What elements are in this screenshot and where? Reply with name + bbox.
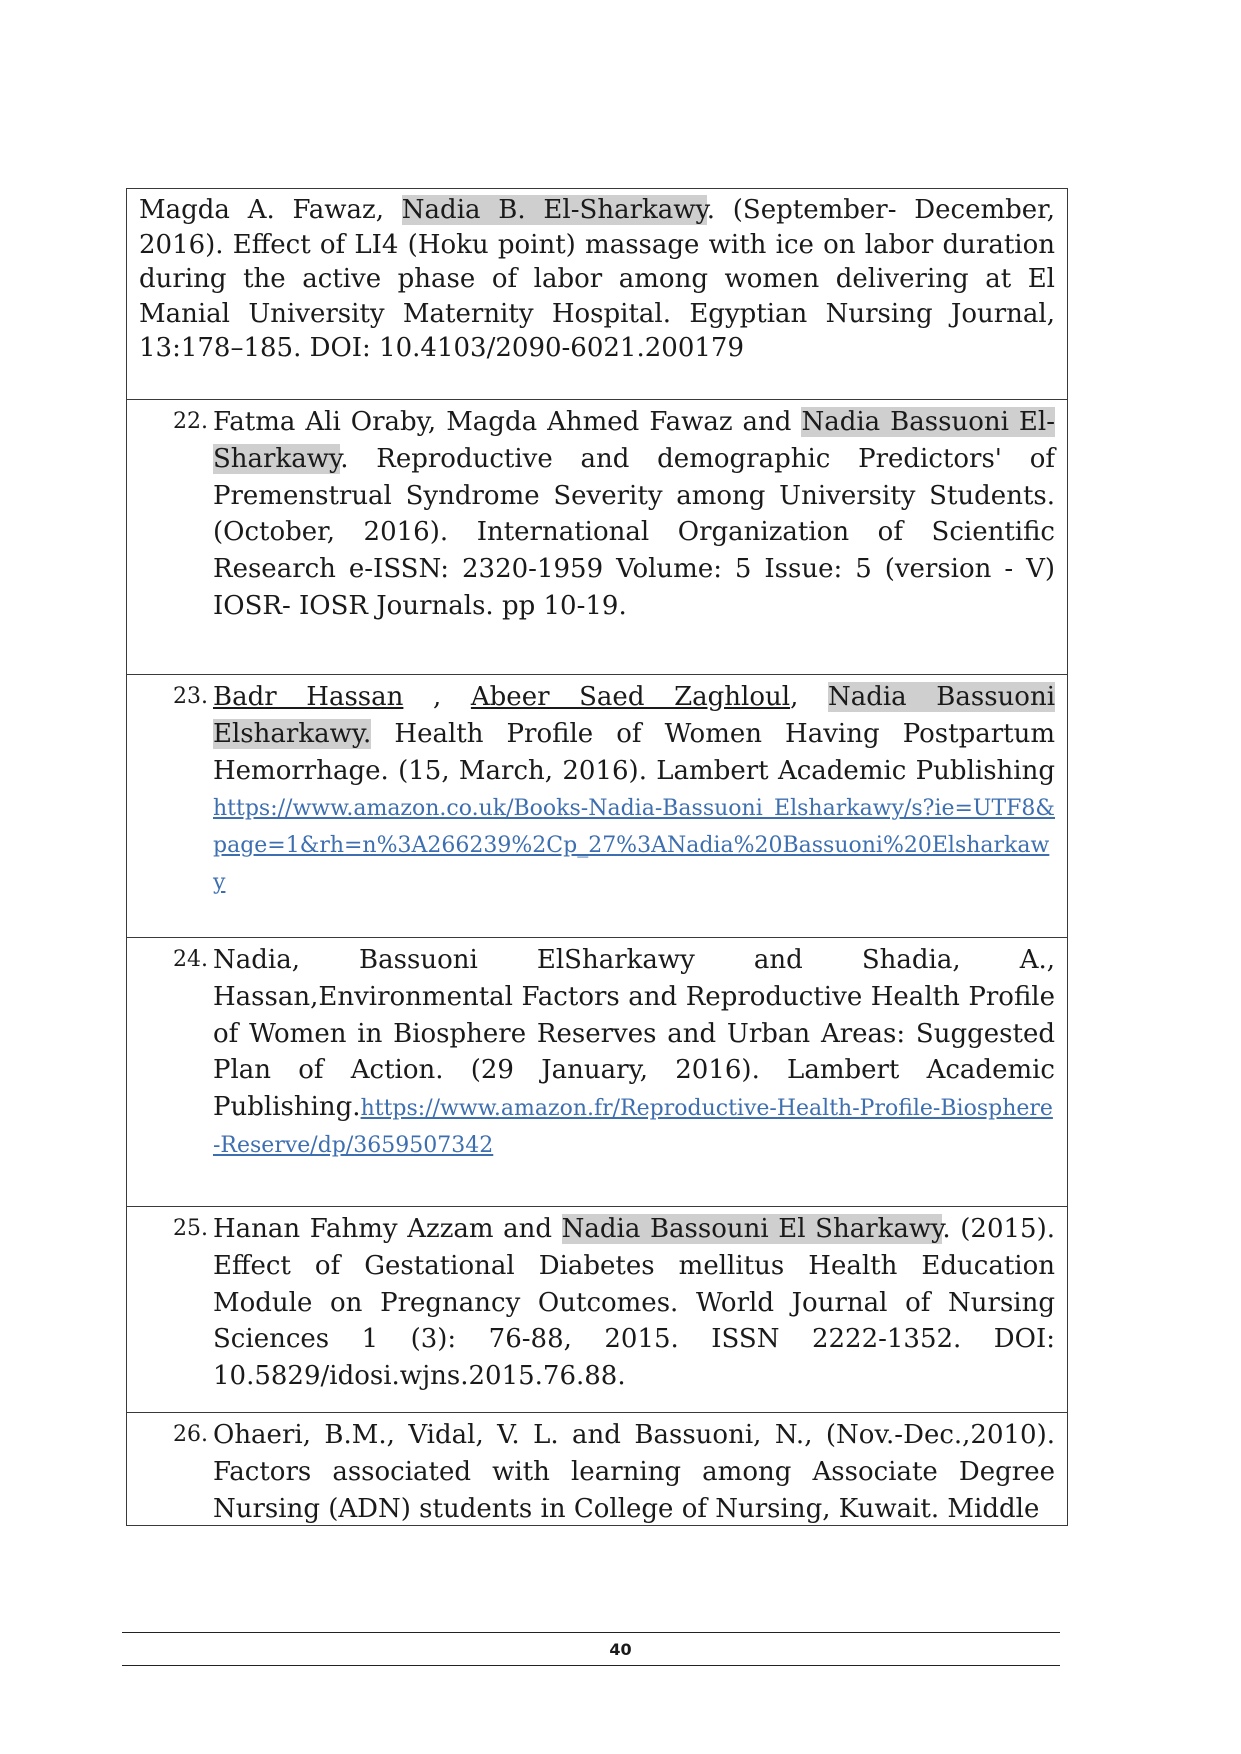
footer-divider-top [122, 1632, 1060, 1633]
reference-details: Health Profile of Women Having Postpartum Hemorrhage. (15, March, 2016). Lambert Academic Publishing [213, 718, 1055, 786]
author-separator: , [403, 682, 471, 712]
reference-row [127, 189, 1067, 400]
reference-item [173, 679, 1056, 900]
author-separator: , [790, 682, 828, 712]
highlighted-author: Nadia Bassuoni El-Sharkawy [213, 407, 1056, 474]
reference-details: . Reproductive and demographic Predictors' of Premenstrual Syndrome Severity among University Students. (October, 2016). International Organization of Scientific Research e-ISSN: 2320-1959 Volume: 5 Issue: 5 (version - V) IOSR- IOSR Journals. pp 10-19. [213, 443, 1055, 621]
reference-authors: Magda A. Fawaz, [139, 195, 402, 225]
reference-item [173, 1417, 1055, 1527]
reference-number: 26. [173, 1422, 208, 1447]
author-link[interactable]: Badr Hassan [213, 682, 404, 712]
reference-row [127, 1413, 1067, 1525]
highlighted-author: Nadia B. El-Sharkawy [401, 195, 707, 225]
reference-number: 23. [173, 684, 208, 709]
page-number: 40 [609, 1640, 632, 1659]
reference-authors: Hanan Fahmy Azzam and [213, 1214, 562, 1244]
reference-details: . (2015). Effect of Gestational Diabetes mellitus Health Education Module on Pregnancy Outcomes. World Journal of Nursing Sciences 1 (3): 76-88, 2015. ISSN 2222-1352. DOI: 10.5829/idosi.wjns.2015.76.88. [213, 1214, 1056, 1392]
references-table [126, 188, 1068, 1526]
reference-item [173, 942, 1055, 1163]
reference-row [127, 1207, 1067, 1413]
author-link[interactable]: Abeer Saed Zaghloul [470, 682, 791, 712]
reference-url-link[interactable]: https://www.amazon.fr/Reproductive-Health-Profile-Biosphere-Reserve/dp/3659507342 [213, 1096, 1053, 1158]
reference-row [127, 675, 1067, 938]
highlighted-author: Nadia Bassouni El Sharkawy [561, 1214, 943, 1244]
reference-details: Nadia, Bassuoni ElSharkawy and Shadia, A., Hassan,Environmental Factors and Reproductive Health Profile of Women in Biosphere Reserves and Urban Areas: Suggested Plan of Action. (29 January, 2016). Lambert Academic Publishing. [213, 945, 1055, 1123]
reference-item [173, 404, 1056, 625]
reference-authors: Fatma Ali Oraby, Magda Ahmed Fawaz and [213, 407, 802, 437]
reference-number: 22. [173, 409, 208, 434]
footer-divider-bottom [122, 1665, 1060, 1666]
reference-row [127, 400, 1067, 675]
reference-details: . (September- December, 2016). Effect of LI4 (Hoku point) massage with ice on labor duration during the active phase of labor among women delivering at El Manial University Maternity Hospital. Egyptian Nursing Journal, 13:178–185. DOI: 10.4103/2090-6021.200179 [139, 195, 1055, 364]
highlighted-author: Nadia Bassuoni Elsharkawy. [213, 682, 1056, 749]
reference-url-link[interactable]: https://www.amazon.co.uk/Books-Nadia-Bassuoni Elsharkawy/s?ie=UTF8&page=1&rh=n%3A266239%2Cp_27%3ANadia%20Bassuoni%20Elsharkawy [213, 796, 1055, 895]
reference-number: 25. [173, 1216, 208, 1241]
reference-row [127, 938, 1067, 1207]
reference-item [173, 1211, 1056, 1395]
reference-details: Ohaeri, B.M., Vidal, V. L. and Bassuoni, N., (Nov.-Dec.,2010). Factors associated with learning among Associate Degree Nursing (ADN) students in College of Nursing, Kuwait. Middle [213, 1420, 1055, 1524]
reference-text [139, 193, 1055, 366]
reference-number: 24. [173, 947, 208, 972]
